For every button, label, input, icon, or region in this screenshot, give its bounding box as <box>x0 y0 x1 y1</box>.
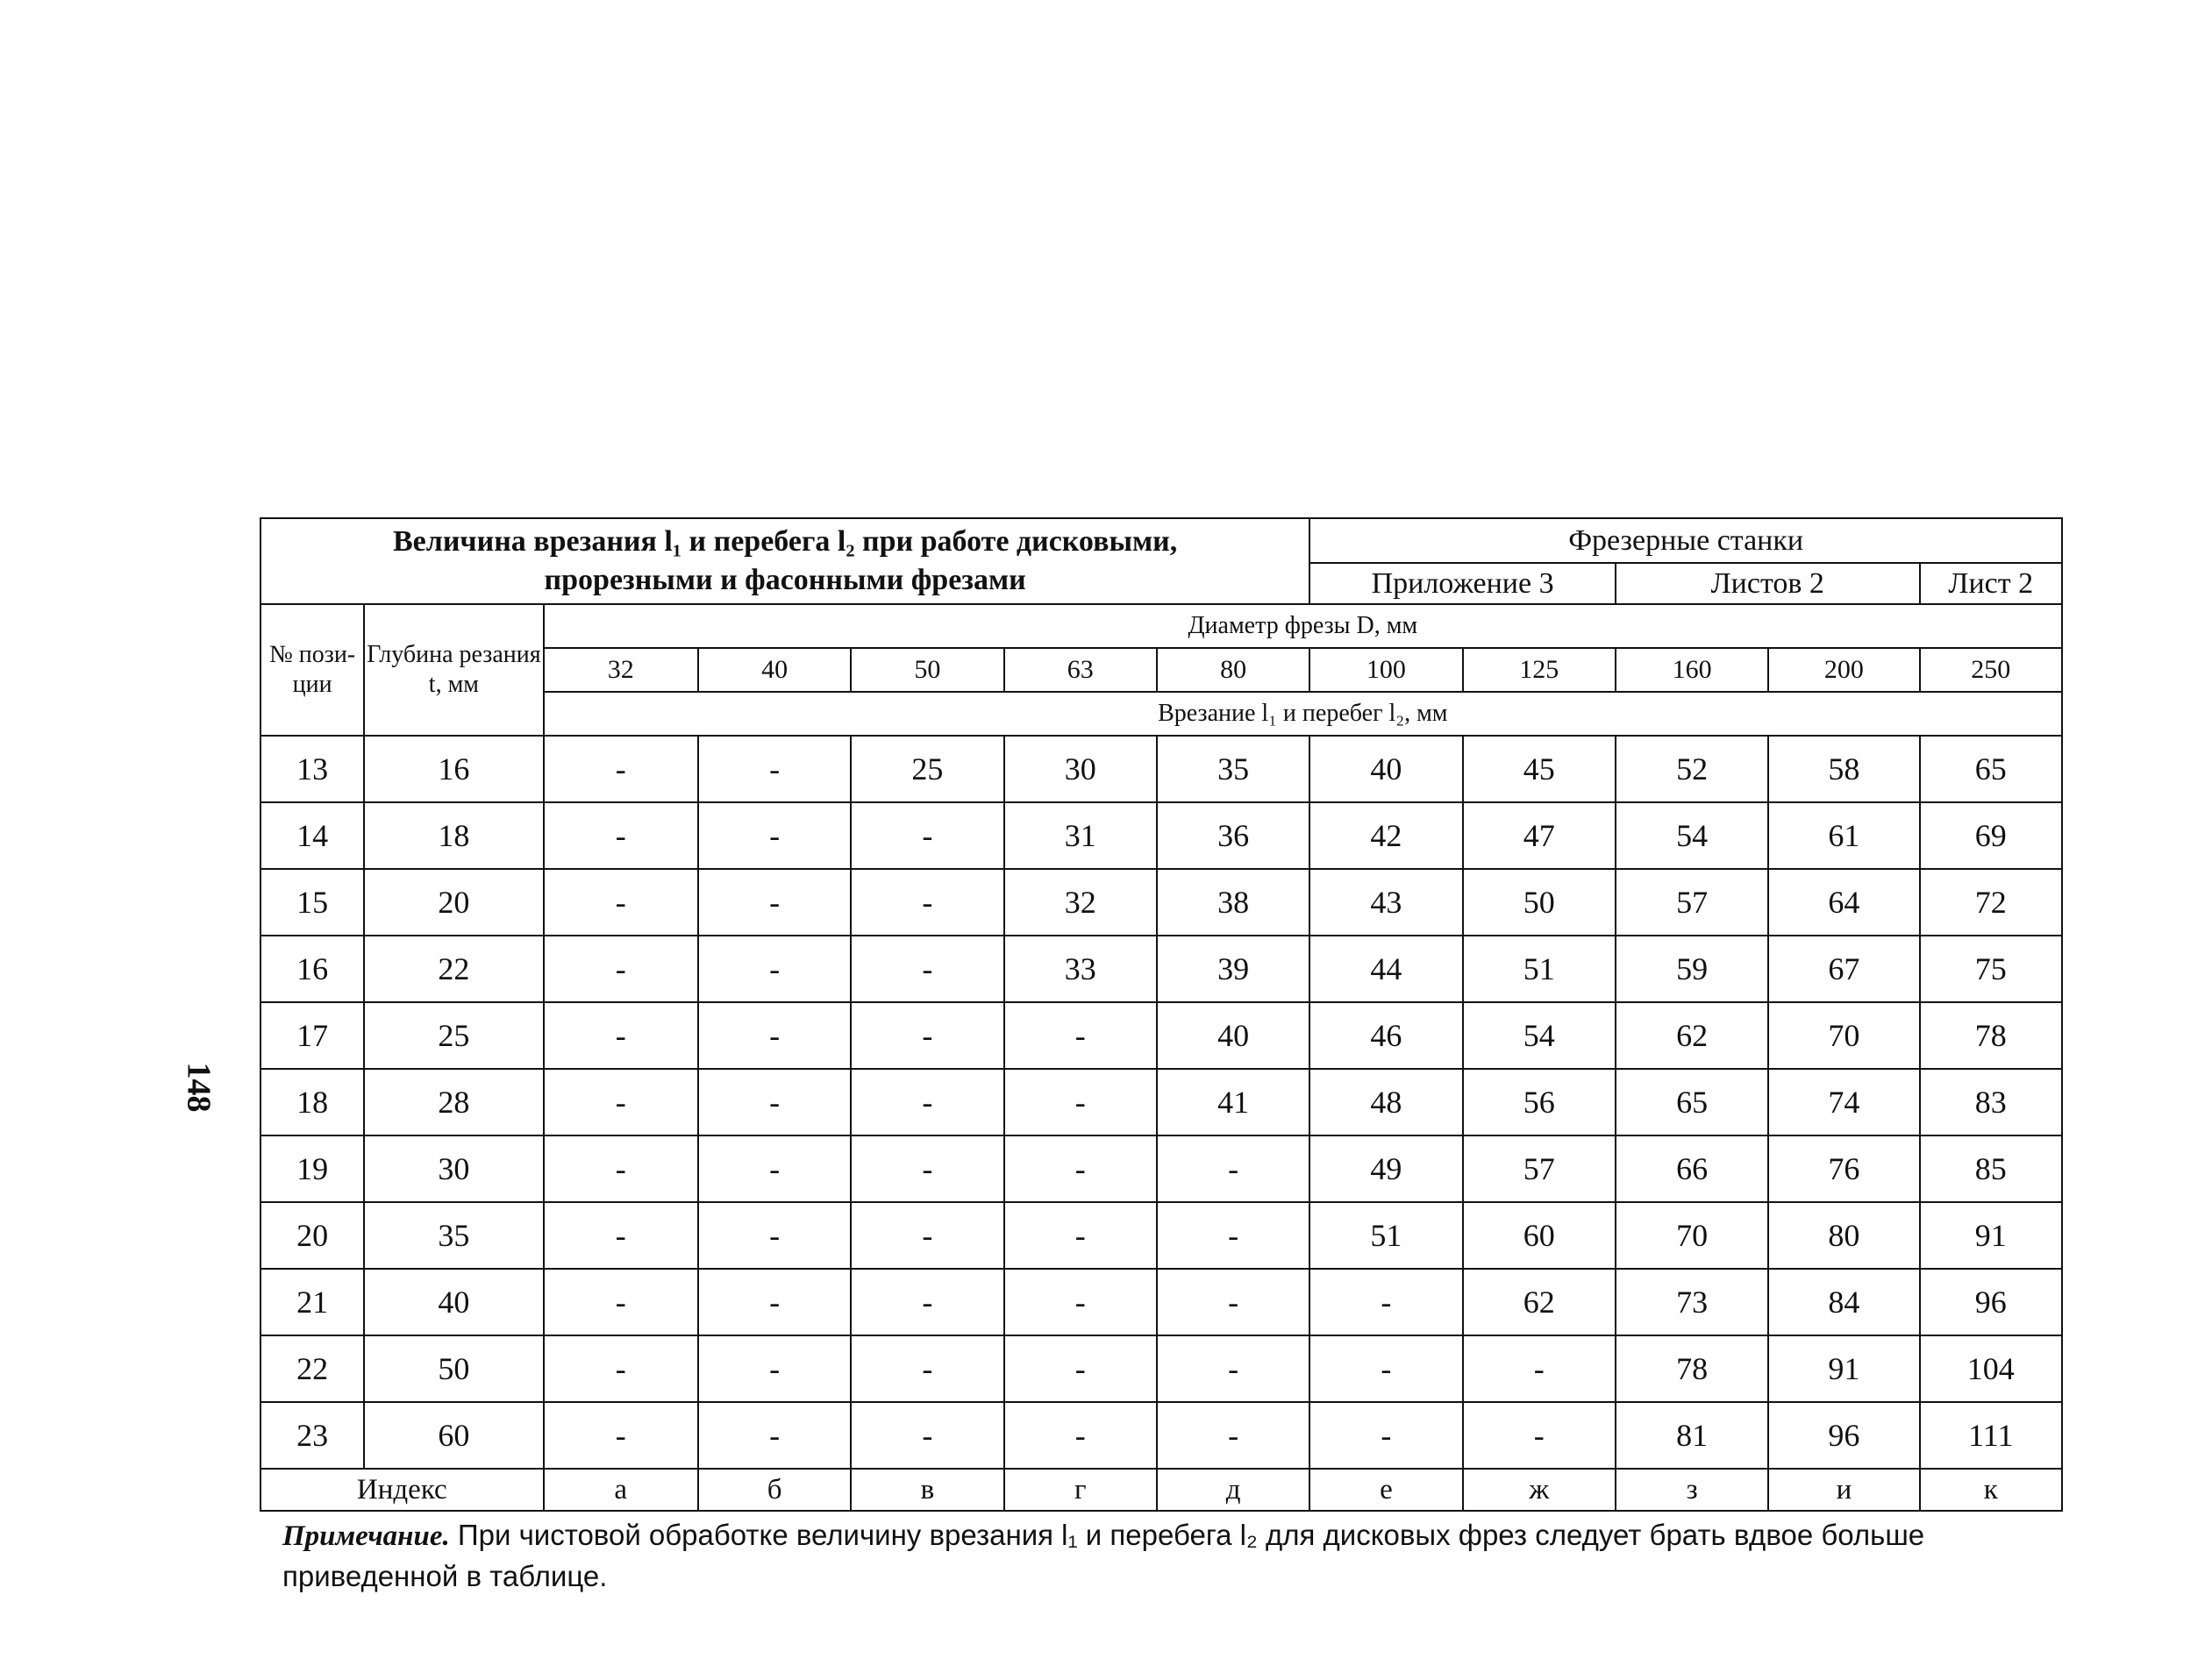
value-cell: 30 <box>1004 736 1157 802</box>
position-cell: 19 <box>260 1135 364 1202</box>
value-cell: - <box>1157 1402 1309 1469</box>
value-cell: 38 <box>1157 869 1309 936</box>
diameter-cell: 80 <box>1157 648 1309 692</box>
value-cell: - <box>544 869 698 936</box>
value-cell: - <box>1004 1069 1157 1135</box>
value-cell: - <box>851 802 1003 869</box>
value-cell: - <box>698 869 851 936</box>
value-cell: 40 <box>1157 1002 1309 1069</box>
depth-cell: 22 <box>364 936 543 1002</box>
value-cell: 70 <box>1616 1202 1768 1269</box>
value-cell: 52 <box>1616 736 1768 802</box>
value-cell: - <box>1004 1135 1157 1202</box>
page-number: 148 <box>180 1062 218 1113</box>
value-cell: 66 <box>1616 1135 1768 1202</box>
position-cell: 22 <box>260 1335 364 1402</box>
note-text: При чистовой обработке величину врезания l₁ и перебега l₂ для дисковых фрез следует брать вдвое больше приведенной в таблице. <box>282 1519 1925 1592</box>
value-cell: 76 <box>1768 1135 1919 1202</box>
value-cell: 62 <box>1616 1002 1768 1069</box>
value-cell: - <box>1004 1269 1157 1335</box>
position-cell: 14 <box>260 802 364 869</box>
value-cell: - <box>1463 1335 1616 1402</box>
cutting-table <box>260 517 2063 1512</box>
value-cell: 111 <box>1920 1402 2062 1469</box>
value-cell: 49 <box>1309 1135 1462 1202</box>
value-cell: - <box>851 1069 1003 1135</box>
table-row <box>260 869 2062 936</box>
value-cell: 65 <box>1920 736 2062 802</box>
value-cell: - <box>1157 1135 1309 1202</box>
position-header: № пози- ции <box>260 604 364 736</box>
value-cell: 43 <box>1309 869 1462 936</box>
value-cell: 61 <box>1768 802 1919 869</box>
diameter-cell: 125 <box>1463 648 1616 692</box>
value-cell: 91 <box>1768 1335 1919 1402</box>
value-cell: 74 <box>1768 1069 1919 1135</box>
table-row <box>260 1135 2062 1202</box>
index-row <box>260 1469 2062 1511</box>
value-cell: 81 <box>1616 1402 1768 1469</box>
value-cell: 32 <box>1004 869 1157 936</box>
values-header: Врезание l₁ и перебег l₂, мм <box>544 692 2062 736</box>
value-cell: 51 <box>1309 1202 1462 1269</box>
value-cell: 50 <box>1463 869 1616 936</box>
value-cell: 47 <box>1463 802 1616 869</box>
value-cell: 67 <box>1768 936 1919 1002</box>
value-cell: 69 <box>1920 802 2062 869</box>
value-cell: 62 <box>1463 1269 1616 1335</box>
diameter-header: Диаметр фрезы D, мм <box>544 604 2062 648</box>
position-cell: 15 <box>260 869 364 936</box>
value-cell: - <box>544 1002 698 1069</box>
table-row <box>260 1069 2062 1135</box>
table-row <box>260 1269 2062 1335</box>
value-cell: - <box>544 1069 698 1135</box>
depth-cell: 16 <box>364 736 543 802</box>
sheets-label: Листов 2 <box>1616 563 1920 604</box>
value-cell: - <box>544 802 698 869</box>
note <box>282 1515 2045 1597</box>
value-cell: - <box>851 1335 1003 1402</box>
value-cell: 78 <box>1920 1002 2062 1069</box>
appendix-label: Приложение 3 <box>1309 563 1616 604</box>
value-cell: - <box>1157 1269 1309 1335</box>
depth-cell: 50 <box>364 1335 543 1402</box>
value-cell: - <box>544 1135 698 1202</box>
value-cell: 51 <box>1463 936 1616 1002</box>
diameter-cell: 40 <box>698 648 851 692</box>
index-cell: к <box>1920 1469 2062 1511</box>
position-cell: 16 <box>260 936 364 1002</box>
value-cell: 96 <box>1768 1402 1919 1469</box>
value-cell: 59 <box>1616 936 1768 1002</box>
value-cell: - <box>698 1002 851 1069</box>
depth-cell: 28 <box>364 1069 543 1135</box>
value-cell: - <box>851 1269 1003 1335</box>
value-cell: 73 <box>1616 1269 1768 1335</box>
value-cell: - <box>698 936 851 1002</box>
diameter-cell: 250 <box>1920 648 2062 692</box>
value-cell: 83 <box>1920 1069 2062 1135</box>
table-title-line1: Величина врезания l₁ и перебега l₂ при работе дисковыми, <box>393 525 1178 558</box>
index-cell: е <box>1309 1469 1462 1511</box>
position-cell: 23 <box>260 1402 364 1469</box>
value-cell: 42 <box>1309 802 1462 869</box>
value-cell: - <box>851 1002 1003 1069</box>
value-cell: 54 <box>1616 802 1768 869</box>
value-cell: - <box>851 1135 1003 1202</box>
value-cell: - <box>544 1402 698 1469</box>
value-cell: 44 <box>1309 936 1462 1002</box>
value-cell: 72 <box>1920 869 2062 936</box>
value-cell: 84 <box>1768 1269 1919 1335</box>
value-cell: 36 <box>1157 802 1309 869</box>
value-cell: 96 <box>1920 1269 2062 1335</box>
value-cell: - <box>698 1269 851 1335</box>
table-row <box>260 1402 2062 1469</box>
value-cell: - <box>698 736 851 802</box>
value-cell: 56 <box>1463 1069 1616 1135</box>
value-cell: - <box>544 936 698 1002</box>
depth-cell: 40 <box>364 1269 543 1335</box>
diameter-cell: 100 <box>1309 648 1462 692</box>
index-label: Индекс <box>260 1469 544 1511</box>
index-cell: ж <box>1463 1469 1616 1511</box>
value-cell: 70 <box>1768 1002 1919 1069</box>
value-cell: 48 <box>1309 1069 1462 1135</box>
value-cell: - <box>698 1402 851 1469</box>
table-title <box>260 518 1309 604</box>
value-cell: - <box>544 736 698 802</box>
value-cell: - <box>698 1069 851 1135</box>
value-cell: - <box>1157 1202 1309 1269</box>
index-cell: в <box>851 1469 1003 1511</box>
value-cell: - <box>1157 1335 1309 1402</box>
value-cell: - <box>698 1202 851 1269</box>
value-cell: 40 <box>1309 736 1462 802</box>
value-cell: 57 <box>1463 1135 1616 1202</box>
depth-cell: 35 <box>364 1202 543 1269</box>
value-cell: 91 <box>1920 1202 2062 1269</box>
value-cell: - <box>1309 1402 1462 1469</box>
value-cell: - <box>698 1135 851 1202</box>
value-cell: 78 <box>1616 1335 1768 1402</box>
value-cell: - <box>1004 1002 1157 1069</box>
diameter-cell: 50 <box>851 648 1003 692</box>
value-cell: 39 <box>1157 936 1309 1002</box>
diameter-cell: 32 <box>544 648 698 692</box>
value-cell: - <box>851 869 1003 936</box>
value-cell: 80 <box>1768 1202 1919 1269</box>
value-cell: 46 <box>1309 1002 1462 1069</box>
value-cell: - <box>544 1269 698 1335</box>
sheet-label: Лист 2 <box>1920 563 2062 604</box>
diameter-cell: 200 <box>1768 648 1919 692</box>
depth-header: Глубина резания t, мм <box>364 604 543 736</box>
value-cell: - <box>544 1202 698 1269</box>
position-cell: 18 <box>260 1069 364 1135</box>
value-cell: 60 <box>1463 1202 1616 1269</box>
value-cell: 58 <box>1768 736 1919 802</box>
table-row <box>260 1335 2062 1402</box>
depth-cell: 60 <box>364 1402 543 1469</box>
value-cell: 41 <box>1157 1069 1309 1135</box>
value-cell: 54 <box>1463 1002 1616 1069</box>
value-cell: 25 <box>851 736 1003 802</box>
depth-cell: 20 <box>364 869 543 936</box>
depth-cell: 30 <box>364 1135 543 1202</box>
value-cell: 33 <box>1004 936 1157 1002</box>
value-cell: 45 <box>1463 736 1616 802</box>
index-cell: б <box>698 1469 851 1511</box>
index-cell: г <box>1004 1469 1157 1511</box>
table-row <box>260 802 2062 869</box>
position-cell: 17 <box>260 1002 364 1069</box>
diameter-cell: 160 <box>1616 648 1768 692</box>
value-cell: - <box>1004 1335 1157 1402</box>
value-cell: - <box>851 1402 1003 1469</box>
value-cell: - <box>1004 1402 1157 1469</box>
note-label: Примечание. <box>282 1520 450 1552</box>
value-cell: 64 <box>1768 869 1919 936</box>
depth-cell: 25 <box>364 1002 543 1069</box>
value-cell: - <box>1309 1269 1462 1335</box>
value-cell: - <box>544 1335 698 1402</box>
index-cell: а <box>544 1469 698 1511</box>
value-cell: 85 <box>1920 1135 2062 1202</box>
value-cell: 75 <box>1920 936 2062 1002</box>
value-cell: 35 <box>1157 736 1309 802</box>
table-row <box>260 936 2062 1002</box>
value-cell: - <box>851 936 1003 1002</box>
table-row <box>260 736 2062 802</box>
value-cell: 57 <box>1616 869 1768 936</box>
value-cell: 65 <box>1616 1069 1768 1135</box>
table-row <box>260 1002 2062 1069</box>
index-cell: и <box>1768 1469 1919 1511</box>
diameter-cell: 63 <box>1004 648 1157 692</box>
depth-cell: 18 <box>364 802 543 869</box>
value-cell: 104 <box>1920 1335 2062 1402</box>
value-cell: - <box>698 802 851 869</box>
value-cell: - <box>1004 1202 1157 1269</box>
table-title-line2: прорезными и фасонными фрезами <box>544 564 1026 596</box>
value-cell: - <box>1309 1335 1462 1402</box>
value-cell: 31 <box>1004 802 1157 869</box>
value-cell: - <box>1463 1402 1616 1469</box>
position-cell: 21 <box>260 1269 364 1335</box>
position-cell: 20 <box>260 1202 364 1269</box>
section-title: Фрезерные станки <box>1309 518 2062 563</box>
value-cell: - <box>851 1202 1003 1269</box>
index-cell: д <box>1157 1469 1309 1511</box>
position-cell: 13 <box>260 736 364 802</box>
value-cell: - <box>698 1335 851 1402</box>
index-cell: з <box>1616 1469 1768 1511</box>
table-row <box>260 1202 2062 1269</box>
